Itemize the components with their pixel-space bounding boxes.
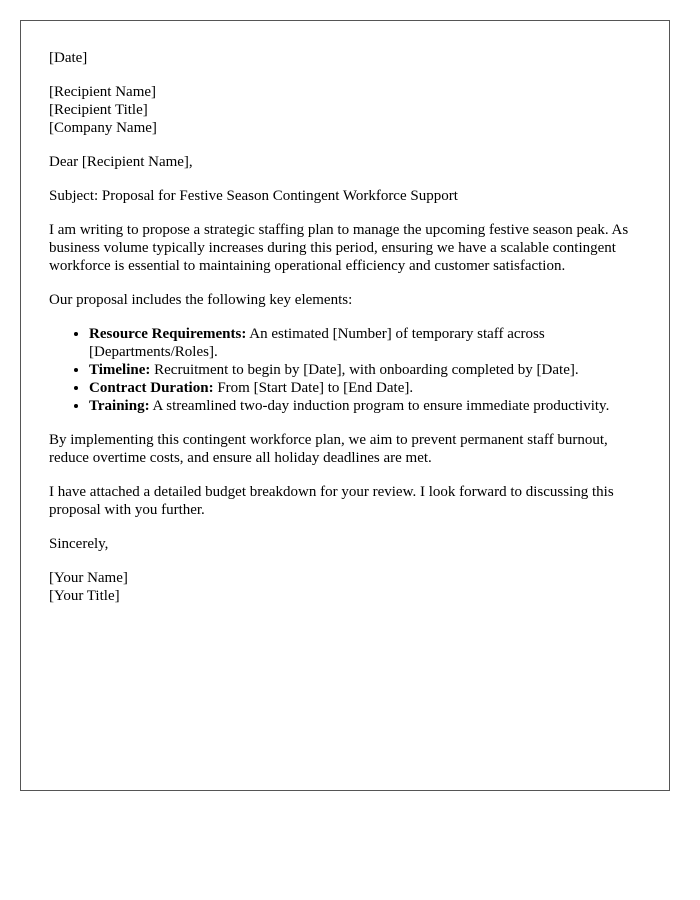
- list-item-text: Recruitment to begin by [Date], with onboarding completed by [Date].: [150, 362, 579, 378]
- list-item-text: An estimated [Number] of temporary staff across [Departments/Roles].: [89, 326, 545, 360]
- sender-block: [49, 569, 649, 605]
- recipient-block: [49, 83, 649, 137]
- sign-off: Sincerely,: [49, 536, 109, 552]
- list-item-label: Resource Requirements:: [89, 326, 247, 342]
- list-item-label: Training:: [89, 398, 150, 414]
- subject-line: Subject: Proposal for Festive Season Contingent Workforce Support: [49, 188, 458, 204]
- list-intro: Our proposal includes the following key elements:: [49, 292, 353, 308]
- salutation: Dear [Recipient Name],: [49, 154, 193, 170]
- sender-name: [Your Name]: [49, 570, 128, 586]
- list-item-label: Contract Duration:: [89, 380, 214, 396]
- list-item-text: A streamlined two-day induction program to ensure immediate productivity.: [149, 398, 610, 414]
- letter-date: [Date]: [49, 50, 88, 66]
- recipient-name: [Recipient Name]: [49, 84, 157, 100]
- recipient-company: [Company Name]: [49, 120, 157, 136]
- list-item-contract-duration: [89, 379, 649, 397]
- key-elements-list: [49, 325, 649, 415]
- intro-paragraph: I am writing to propose a strategic staffing plan to manage the upcoming festive season peak. As business volume typically increases during this period, ensuring we have a scalable contingent workforce is essential to maintaining operational efficiency and customer satisfaction.: [49, 222, 629, 274]
- benefits-paragraph: By implementing this contingent workforce plan, we aim to prevent permanent staff burnout, reduce overtime costs, and ensure all holiday deadlines are met.: [49, 432, 608, 466]
- recipient-title: [Recipient Title]: [49, 102, 148, 118]
- list-item-text: From [Start Date] to [End Date].: [213, 380, 414, 396]
- list-item-training: [89, 397, 649, 415]
- sender-title: [Your Title]: [49, 588, 120, 604]
- list-item-resource-requirements: [89, 325, 649, 361]
- list-item-label: Timeline:: [89, 362, 151, 378]
- list-item-timeline: [89, 361, 649, 379]
- closing-paragraph: I have attached a detailed budget breakdown for your review. I look forward to discussing this proposal with you further.: [49, 484, 614, 518]
- letter-page: [20, 20, 670, 791]
